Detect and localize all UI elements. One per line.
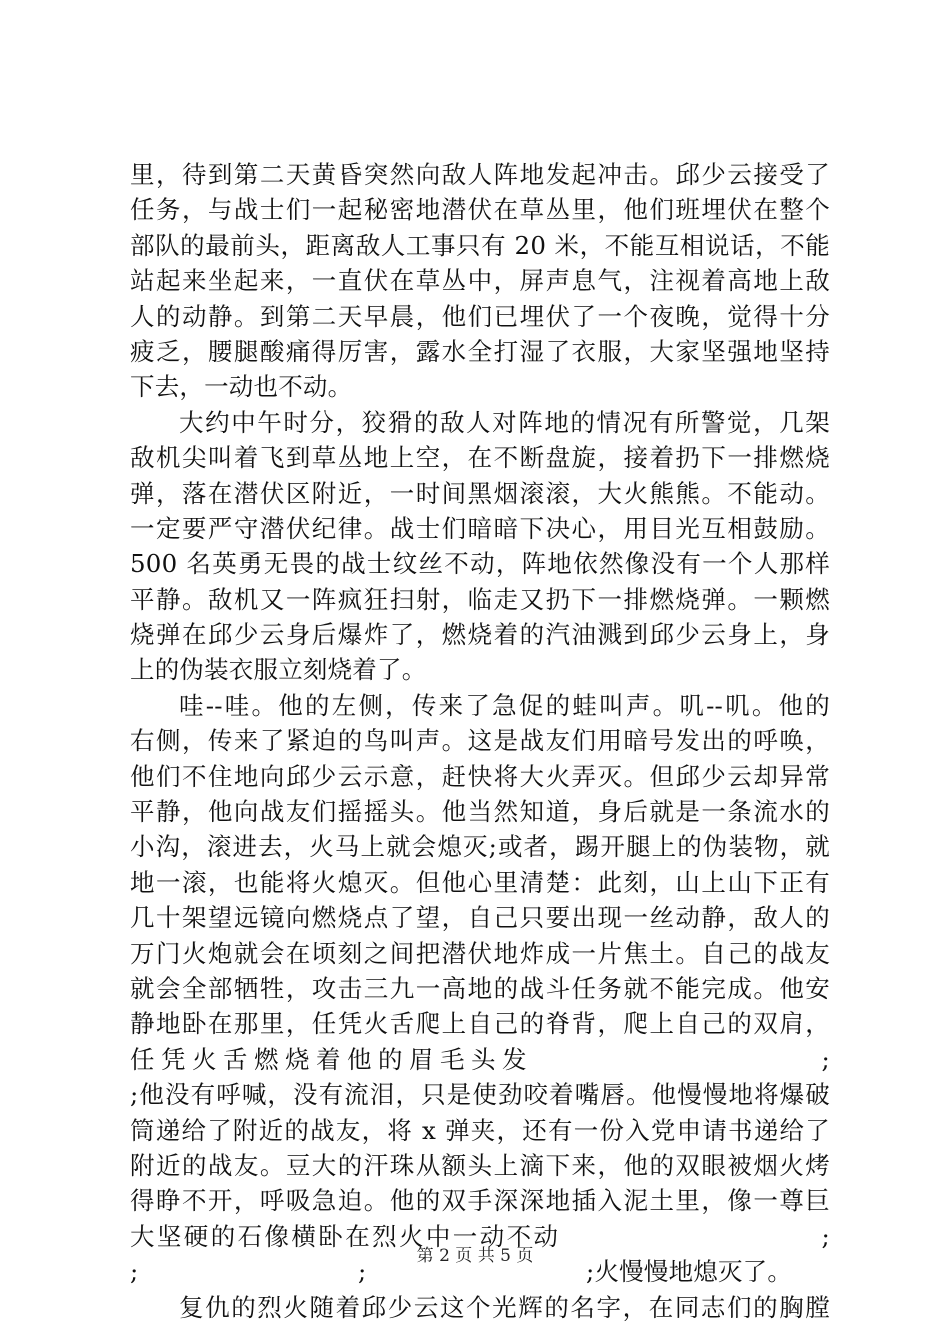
text-line: 就会全部牺牲，攻击三九一高地的战斗任务就不能完成。他安: [130, 973, 830, 1003]
text-line: 平静，他向战友们摇摇头。他当然知道，身后就是一条流水的: [130, 797, 830, 827]
text-line: 他们不住地向邱少云示意，赶快将大火弄灭。但邱少云却异常: [130, 761, 830, 791]
text-segment: ;: [821, 1221, 830, 1251]
text-line: 右侧，传来了紧迫的鸟叫声。这是战友们用暗号发出的呼唤，: [130, 726, 830, 756]
text-segment: 大坚硬的石像横卧在烈火中一动不动: [130, 1221, 561, 1251]
text-line: 复仇的烈火随着邱少云这个光辉的名字，在同志们的胸膛: [179, 1292, 830, 1322]
text-line: 地一滚，也能将火熄灭。但他心里清楚：此刻，山上山下正有: [130, 867, 830, 897]
text-segment: ;: [821, 1044, 830, 1074]
text-line: 弹，落在潜伏区附近，一时间黑烟滚滚，大火熊熊。不能动。: [130, 478, 830, 508]
text-line: 上的伪装衣服立刻烧着了。: [130, 655, 427, 685]
text-line: 里，待到第二天黄昏突然向敌人阵地发起冲击。邱少云接受了: [130, 160, 830, 189]
text-line: 平静。敌机又一阵疯狂扫射，临走又扔下一排燃烧弹。一颗燃: [130, 584, 830, 614]
text-segment: ;: [358, 1257, 367, 1287]
text-line: 500 名英勇无畏的战士纹丝不动，阵地依然像没有一个人那样: [130, 549, 830, 579]
text-line: 小沟，滚进去，火马上就会熄灭;或者，踢开腿上的伪装物，就: [130, 832, 830, 862]
text-line: 静地卧在那里，任凭火舌爬上自己的脊背，爬上自己的双肩，: [130, 1009, 830, 1039]
text-line: 筒递给了附近的战友，将 x 弹夹，还有一份入党申请书递给了: [130, 1115, 830, 1145]
text-line: 得睁不开，呼吸急迫。他的双手深深地插入泥土里，像一尊巨: [130, 1186, 830, 1216]
text-line: 敌机尖叫着飞到草丛地上空，在不断盘旋，接着扔下一排燃烧: [130, 443, 830, 473]
text-line: 一定要严守潜伏纪律。战士们暗暗下决心，用目光互相鼓励。: [130, 513, 830, 543]
text-line: 大约中午时分，狡猾的敌人对阵地的情况有所警觉，几架: [179, 407, 830, 437]
body-text: [130, 157, 830, 1325]
text-line: 人的动静。到第二天早晨，他们已埋伏了一个夜晚，觉得十分: [130, 301, 830, 331]
text-segment: ;: [586, 1257, 595, 1287]
text-line: [130, 1042, 830, 1077]
text-line: 部队的最前头，距离敌人工事只有 20 米，不能互相说话，不能: [130, 230, 830, 260]
text-line: 任务，与战士们一起秘密地潜伏在草丛里，他们班埋伏在整个: [130, 195, 830, 225]
text-line: 附近的战友。豆大的汗珠从额头上滴下来，他的双眼被烟火烤: [130, 1150, 830, 1180]
text-segment: 任凭火舌燃烧着他的眉毛头发: [130, 1044, 533, 1074]
text-segment: ;: [130, 1257, 139, 1287]
page-number-footer: 第 2 页 共 5 页: [416, 1246, 534, 1266]
text-line: 下去，一动也不动。: [130, 372, 353, 402]
text-segment: 火慢慢地熄灭了。: [594, 1257, 793, 1287]
text-line: 万门火炮就会在顷刻之间把潜伏地炸成一片焦土。自己的战友: [130, 938, 830, 968]
text-line: 烧弹在邱少云身后爆炸了，燃烧着的汽油溅到邱少云身上，身: [130, 620, 830, 650]
text-line: 几十架望远镜向燃烧点了望，自己只要出现一丝动静，敌人的: [130, 903, 830, 933]
text-line: 哇--哇。他的左侧，传来了急促的蛙叫声。叽--叽。他的: [179, 690, 830, 720]
text-line: 疲乏，腰腿酸痛得厉害，露水全打湿了衣服，大家坚强地坚持: [130, 336, 830, 366]
text-line: 站起来坐起来，一直伏在草丛中，屏声息气，注视着高地上敌: [130, 266, 830, 296]
text-line: ;他没有呼喊，没有流泪，只是使劲咬着嘴唇。他慢慢地将爆破: [130, 1080, 830, 1110]
